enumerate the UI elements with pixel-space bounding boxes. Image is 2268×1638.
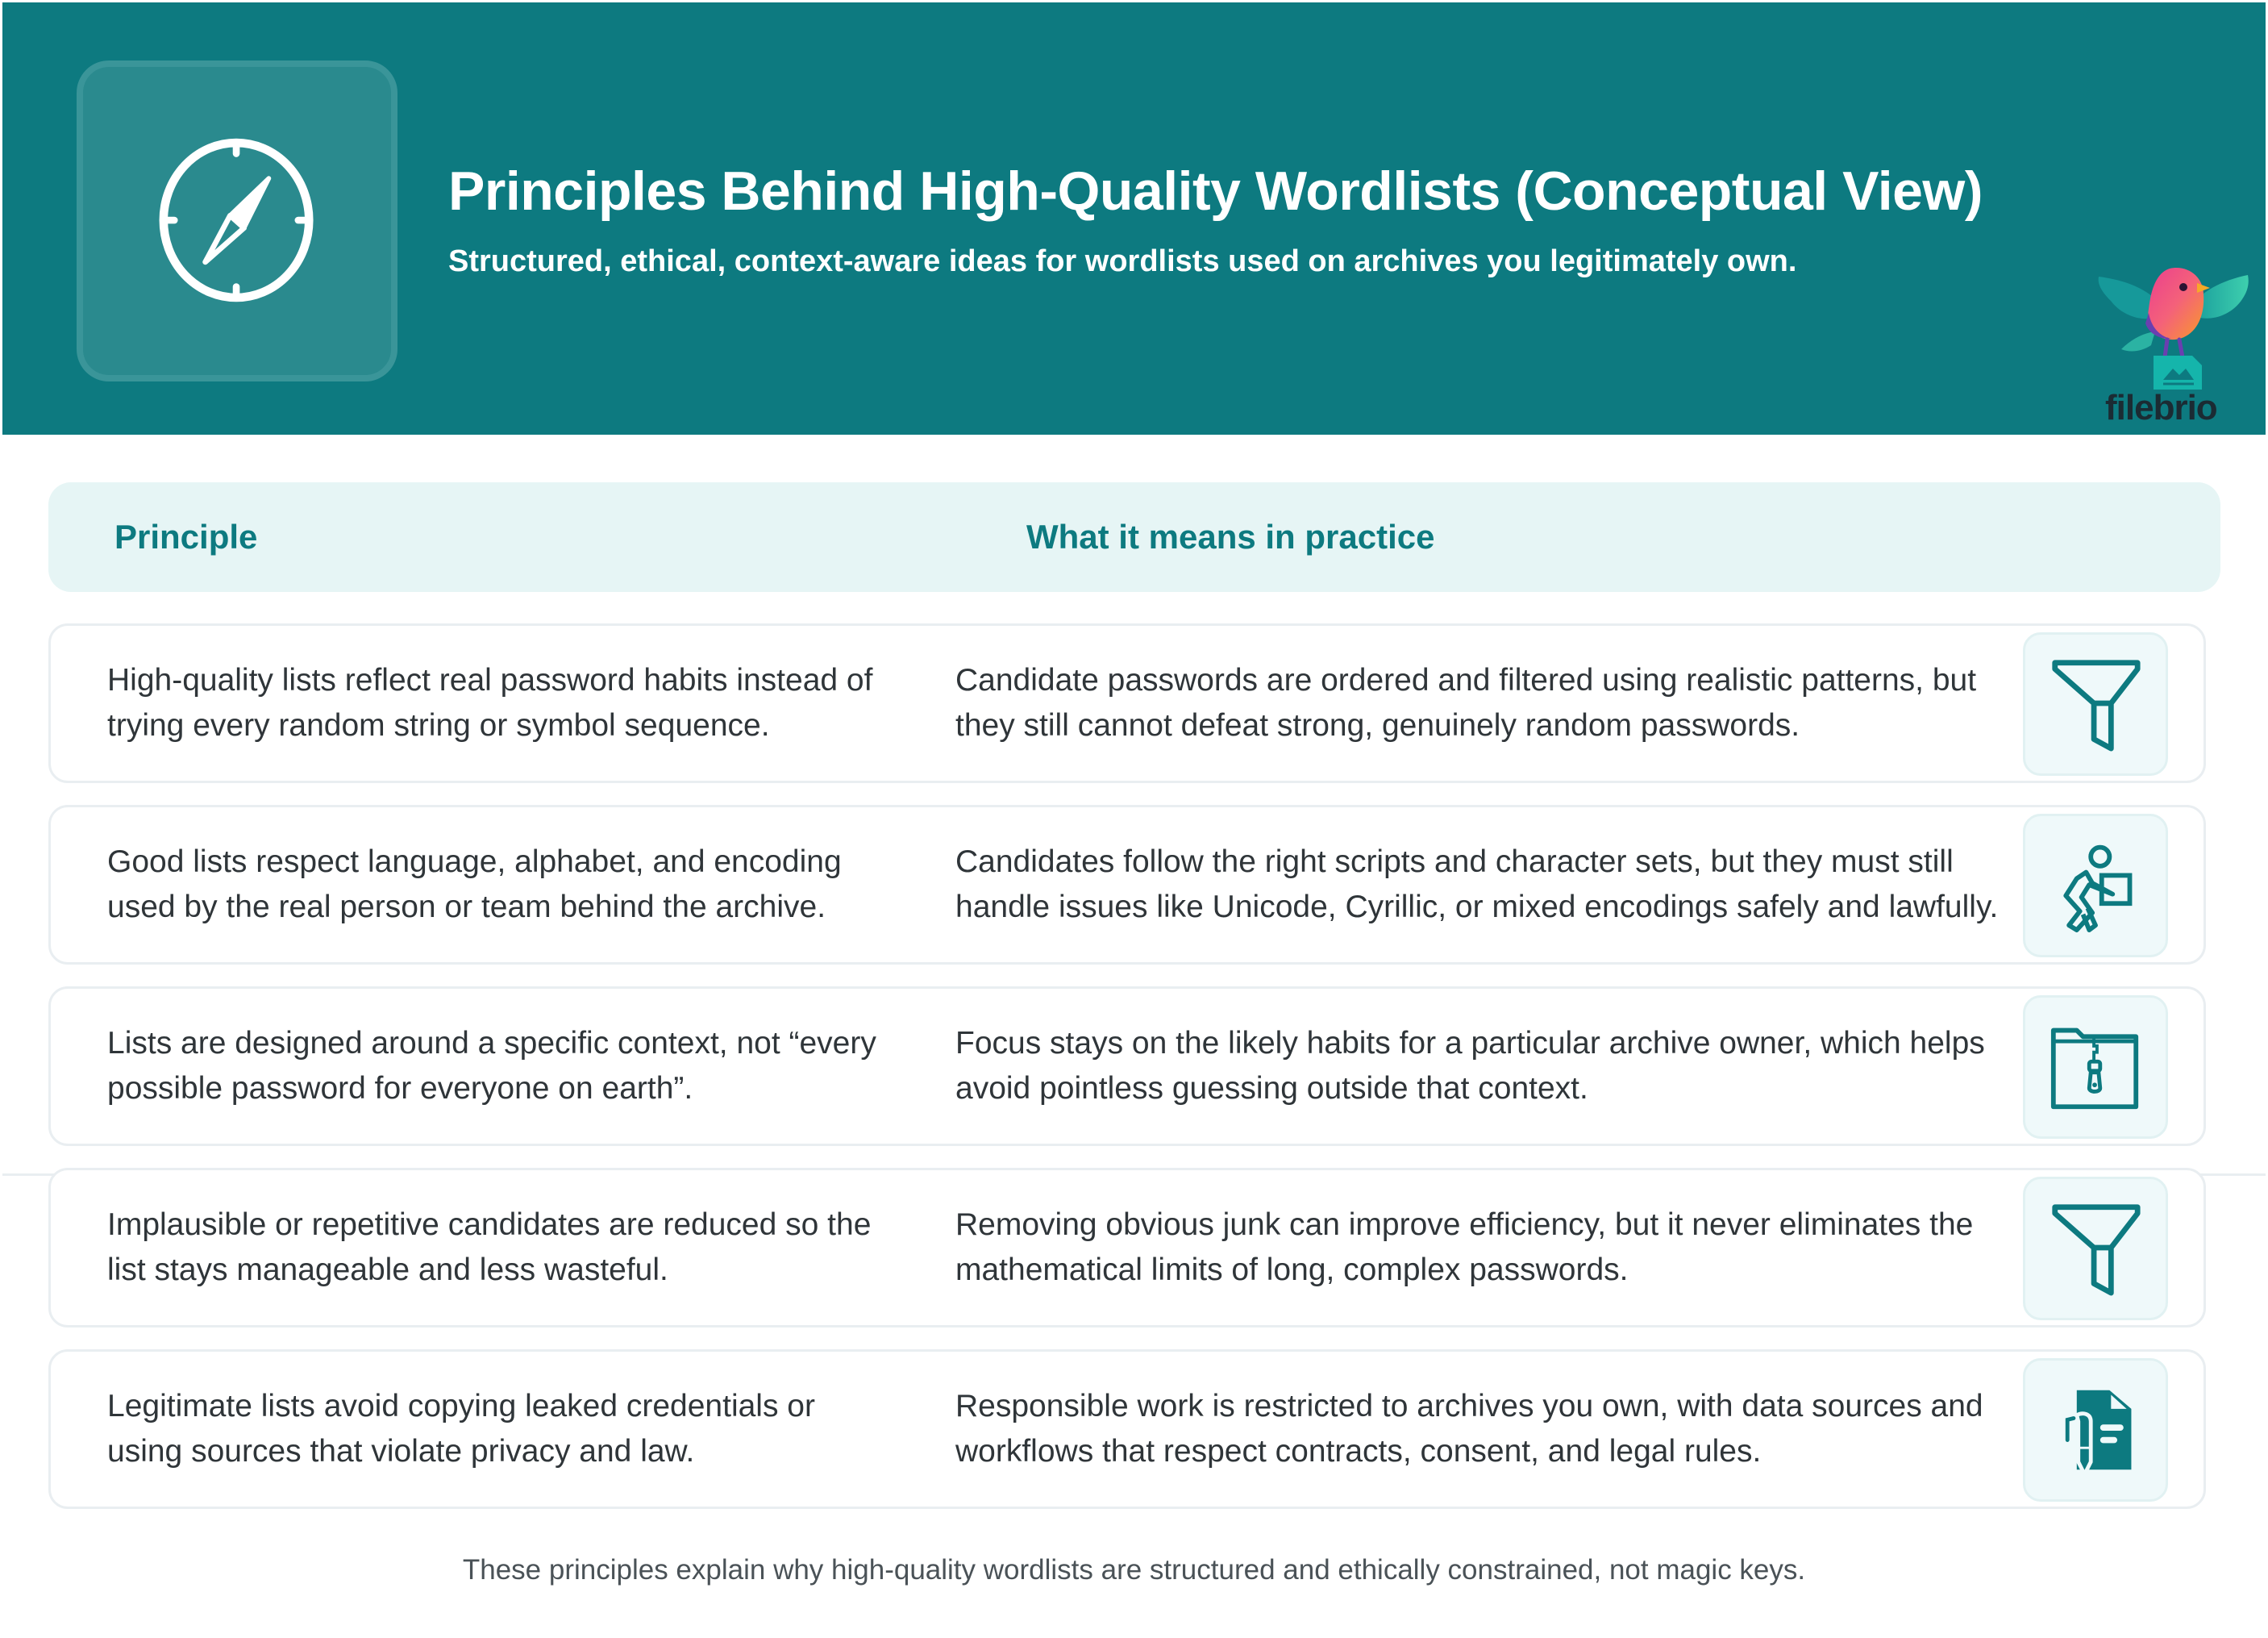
practice-text: Candidates follow the right scripts and character sets, but they must still handle issues like Unicode, Cyrillic, or mixed encodings safely and lawfully. [955,844,1999,924]
row-icon-tile [2023,1358,2168,1502]
row-icon-tile [2023,995,2168,1139]
bird-on-file-logo [2083,236,2260,398]
table-row [48,623,2206,783]
column-header-principle: Principle [114,518,258,556]
practice-text: Removing obvious junk can improve efficiency, but it never eliminates the mathematical limits of long, complex passwords. [955,1207,1974,1287]
practice-text: Responsible work is restricted to archives you own, with data sources and workflows that respect contracts, consent, and legal rules. [955,1389,1983,1469]
row-icon-tile [2023,632,2168,776]
footer-note: These principles explain why high-quality wordlists are structured and ethically constrained, not magic keys. [462,1554,1806,1586]
column-header-practice: What it means in practice [1026,518,1435,556]
compass-icon [83,67,391,375]
document-pen-icon [2025,1361,2166,1499]
principle-text: Implausible or repetitive candidates are reduced so the list stays manageable and less wasteful. [107,1207,872,1287]
page-title: Principles Behind High-Quality Wordlists (Conceptual View) [448,160,1983,222]
principle-text: High-quality lists reflect real password habits instead of trying every random string or symbol sequence. [107,663,873,743]
row-icon-tile [2023,1177,2168,1320]
page-subtitle: Structured, ethical, context-aware ideas for wordlists used on archives you legitimately own. [448,244,1797,278]
practice-text: Focus stays on the likely habits for a particular archive owner, which helps avoid pointless guessing outside that context. [955,1026,1985,1106]
brand-name: filebrio [2105,388,2217,427]
principle-text: Legitimate lists avoid copying leaked credentials or using sources that violate privacy and law. [107,1389,815,1469]
brand-logo [2083,236,2260,434]
zip-folder-icon [2025,998,2166,1136]
table-row [48,1349,2206,1509]
practice-text: Candidate passwords are ordered and filtered using realistic patterns, but they still cannot defeat strong, genuinely random passwords. [955,663,1977,743]
table-row [48,805,2206,965]
principle-text: Good lists respect language, alphabet, and encoding used by the real person or team behind the archive. [107,844,842,924]
person-carrying-box-icon [2025,816,2166,955]
principle-text: Lists are designed around a specific context, not “every possible password for everyone on earth”. [107,1026,876,1106]
row-icon-tile [2023,814,2168,957]
table-row [48,986,2206,1146]
header-banner [2,2,2266,435]
table-header-row [48,482,2220,592]
funnel-icon [2025,1179,2166,1318]
hero-icon-tile [77,60,397,381]
table-row [48,1168,2206,1327]
funnel-icon [2025,635,2166,773]
